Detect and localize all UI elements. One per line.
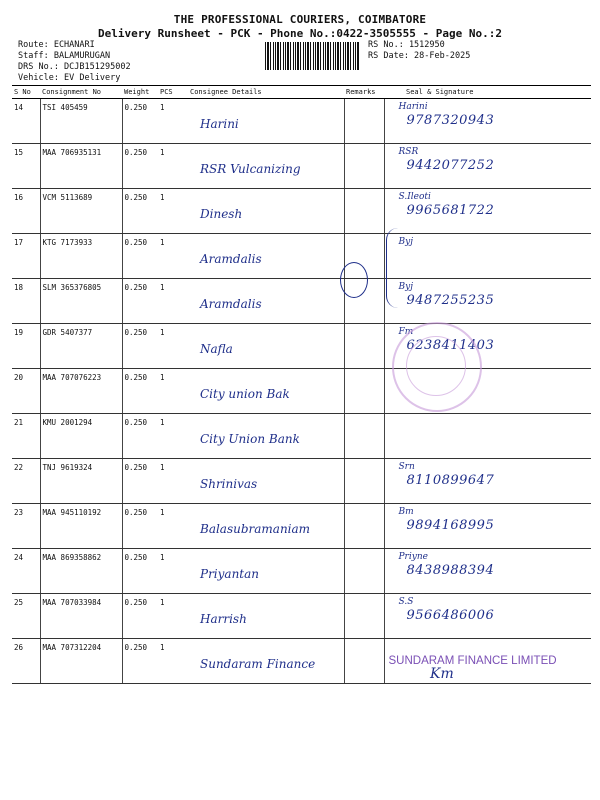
sno-cell: 21 xyxy=(12,414,40,459)
consignee-cell xyxy=(188,504,344,549)
pcs-cell: 1 xyxy=(158,549,188,594)
weight-cell: 0.250 xyxy=(122,459,158,504)
signature-phone: 9787320943 xyxy=(406,113,495,128)
weight-cell: 0.250 xyxy=(122,144,158,189)
consignment-cell: MAA 945110192 xyxy=(40,504,122,549)
pcs-cell: 1 xyxy=(158,189,188,234)
seal-signature-cell xyxy=(384,414,591,459)
remarks-cell xyxy=(344,324,384,369)
consignee-cell xyxy=(188,639,344,684)
signature: Bm xyxy=(398,507,414,517)
remarks-cell xyxy=(344,594,384,639)
signature: Byj xyxy=(398,237,413,247)
table-row xyxy=(12,549,591,594)
remarks-cell xyxy=(344,549,384,594)
col-sno: S No xyxy=(12,86,40,99)
weight-cell: 0.250 xyxy=(122,639,158,684)
remarks-cell xyxy=(344,99,384,144)
remarks-cell xyxy=(344,414,384,459)
pcs-cell: 1 xyxy=(158,414,188,459)
consignee-cell xyxy=(188,99,344,144)
signature-phone: 6238411403 xyxy=(406,338,495,353)
consignment-cell: MAA 707033984 xyxy=(40,594,122,639)
vehicle-text: Vehicle: EV Delivery xyxy=(18,73,121,83)
table-row xyxy=(12,99,591,144)
seal-signature-cell xyxy=(384,639,591,684)
sno-cell: 23 xyxy=(12,504,40,549)
consignment-cell: GDR 5407377 xyxy=(40,324,122,369)
consignee-name: Harini xyxy=(200,117,239,131)
consignment-cell: MAA 706935131 xyxy=(40,144,122,189)
col-remarks: Remarks xyxy=(344,86,384,99)
signature-phone: 9894168995 xyxy=(406,518,495,533)
consignee-name: Priyantan xyxy=(200,567,260,581)
consignment-cell: TNJ 9619324 xyxy=(40,459,122,504)
sno-cell: 16 xyxy=(12,189,40,234)
runsheet-table xyxy=(12,85,591,684)
seal-signature-cell xyxy=(384,144,591,189)
weight-cell: 0.250 xyxy=(122,504,158,549)
signature-phone: 8438988394 xyxy=(406,563,495,578)
consignee-name: Nafla xyxy=(200,342,233,356)
consignee-cell xyxy=(188,549,344,594)
table-row xyxy=(12,234,591,279)
signature: RSR xyxy=(398,147,419,157)
sno-cell: 25 xyxy=(12,594,40,639)
consignee-name: Shrinivas xyxy=(200,477,258,491)
consignee-cell xyxy=(188,324,344,369)
consignee-name: RSR Vulcanizing xyxy=(200,162,301,176)
seal-signature-cell xyxy=(384,99,591,144)
remarks-cell xyxy=(344,504,384,549)
consignee-name: Sundaram Finance xyxy=(200,657,316,671)
consignee-cell xyxy=(188,594,344,639)
consignee-name: Balasubramaniam xyxy=(200,522,311,536)
pcs-cell: 1 xyxy=(158,639,188,684)
signature: Fm xyxy=(398,327,414,337)
pcs-cell: 1 xyxy=(158,504,188,549)
seal-signature-cell xyxy=(384,234,591,279)
sno-cell: 20 xyxy=(12,369,40,414)
weight-cell: 0.250 xyxy=(122,549,158,594)
staff-text: Staff: BALAMURUGAN xyxy=(18,51,111,61)
consignee-cell xyxy=(188,234,344,279)
consignee-cell xyxy=(188,369,344,414)
rs-number-text: RS No.: 1512950 xyxy=(368,40,445,50)
weight-cell: 0.250 xyxy=(122,189,158,234)
signature-phone: 9566486006 xyxy=(406,608,495,623)
pcs-cell: 1 xyxy=(158,99,188,144)
table-row xyxy=(12,189,591,234)
barcode xyxy=(265,42,360,70)
col-seal-signature: Seal & Signature xyxy=(384,86,591,99)
sno-cell: 18 xyxy=(12,279,40,324)
consignee-name: Dinesh xyxy=(200,207,243,221)
weight-cell: 0.250 xyxy=(122,594,158,639)
sno-cell: 26 xyxy=(12,639,40,684)
table-row xyxy=(12,414,591,459)
weight-cell: 0.250 xyxy=(122,234,158,279)
signature: Harini xyxy=(398,102,428,112)
signature: Byj xyxy=(398,282,413,292)
remarks-cell xyxy=(344,639,384,684)
rs-date-text: RS Date: 28-Feb-2025 xyxy=(368,51,471,61)
consignee-name: Harrish xyxy=(200,612,247,626)
consignee-cell xyxy=(188,189,344,234)
consignment-cell: SLM 365376805 xyxy=(40,279,122,324)
sno-cell: 15 xyxy=(12,144,40,189)
signature-phone: 9442077252 xyxy=(406,158,495,173)
consignee-name: City union Bak xyxy=(200,387,290,401)
remarks-cell xyxy=(344,369,384,414)
table-row xyxy=(12,639,591,684)
bracket-mark xyxy=(386,228,401,308)
consignee-cell xyxy=(188,414,344,459)
consignee-cell xyxy=(188,144,344,189)
consignee-name: City Union Bank xyxy=(200,432,300,446)
consignee-cell xyxy=(188,459,344,504)
weight-cell: 0.250 xyxy=(122,279,158,324)
consignment-cell: TSI 405459 xyxy=(40,99,122,144)
seal-signature-cell xyxy=(384,594,591,639)
weight-cell: 0.250 xyxy=(122,99,158,144)
company-name: THE PROFESSIONAL COURIERS, COIMBATORE xyxy=(173,13,427,26)
signature-phone: 9487255235 xyxy=(406,293,495,308)
pcs-cell: 1 xyxy=(158,144,188,189)
col-pcs: PCS xyxy=(158,86,188,99)
consignment-cell: KMU 2001294 xyxy=(40,414,122,459)
seal-signature-cell xyxy=(384,279,591,324)
seal-signature-cell xyxy=(384,549,591,594)
table-header xyxy=(12,86,591,99)
table-row xyxy=(12,459,591,504)
signature: S.S xyxy=(398,597,414,607)
footer-initials: Km xyxy=(430,666,454,682)
remarks-cell xyxy=(344,459,384,504)
seal-signature-cell xyxy=(384,459,591,504)
signature-phone: 9965681722 xyxy=(406,203,495,218)
remarks-cell xyxy=(344,189,384,234)
pcs-cell: 1 xyxy=(158,324,188,369)
signature: Srn xyxy=(398,462,415,472)
consignment-cell: MAA 869358862 xyxy=(40,549,122,594)
sno-cell: 22 xyxy=(12,459,40,504)
seal-signature-cell xyxy=(384,189,591,234)
consignment-cell: MAA 707076223 xyxy=(40,369,122,414)
consignee-cell xyxy=(188,279,344,324)
meta-left xyxy=(18,40,131,84)
weight-cell: 0.250 xyxy=(122,414,158,459)
pcs-cell: 1 xyxy=(158,279,188,324)
table-row xyxy=(12,144,591,189)
sno-cell: 17 xyxy=(12,234,40,279)
circle-mark xyxy=(340,262,368,298)
consignment-cell: KTG 7173933 xyxy=(40,234,122,279)
table-row xyxy=(12,279,591,324)
seal-signature-cell xyxy=(384,504,591,549)
company-stamp: SUNDARAM FINANCE LIMITED xyxy=(388,655,557,667)
consignee-name: Aramdalis xyxy=(200,252,262,266)
col-consignment: Consignment No xyxy=(40,86,122,99)
drs-text: DRS No.: DCJB151295002 xyxy=(18,62,131,72)
sno-cell: 14 xyxy=(12,99,40,144)
signature-phone: 8110899647 xyxy=(406,473,495,488)
sno-cell: 24 xyxy=(12,549,40,594)
col-consignee: Consignee Details xyxy=(188,86,344,99)
weight-cell: 0.250 xyxy=(122,369,158,414)
table-row xyxy=(12,594,591,639)
weight-cell: 0.250 xyxy=(122,324,158,369)
signature: Priyne xyxy=(398,552,428,562)
signature: S.Ileoti xyxy=(398,192,431,202)
consignee-name: Aramdalis xyxy=(200,297,262,311)
sno-cell: 19 xyxy=(12,324,40,369)
pcs-cell: 1 xyxy=(158,369,188,414)
remarks-cell xyxy=(344,144,384,189)
table-row xyxy=(12,324,591,369)
table-row xyxy=(12,369,591,414)
col-weight: Weight xyxy=(122,86,158,99)
meta-right xyxy=(368,40,470,62)
table-row xyxy=(12,504,591,549)
pcs-cell: 1 xyxy=(158,459,188,504)
consignment-cell: MAA 707312204 xyxy=(40,639,122,684)
runsheet-title: Delivery Runsheet - PCK - Phone No.:0422-3505555 - Page No.:2 xyxy=(98,27,502,40)
route-text: Route: ECHANARI xyxy=(18,40,95,50)
consignment-cell: VCM 5113689 xyxy=(40,189,122,234)
pcs-cell: 1 xyxy=(158,594,188,639)
round-seal-stamp xyxy=(392,322,482,412)
pcs-cell: 1 xyxy=(158,234,188,279)
